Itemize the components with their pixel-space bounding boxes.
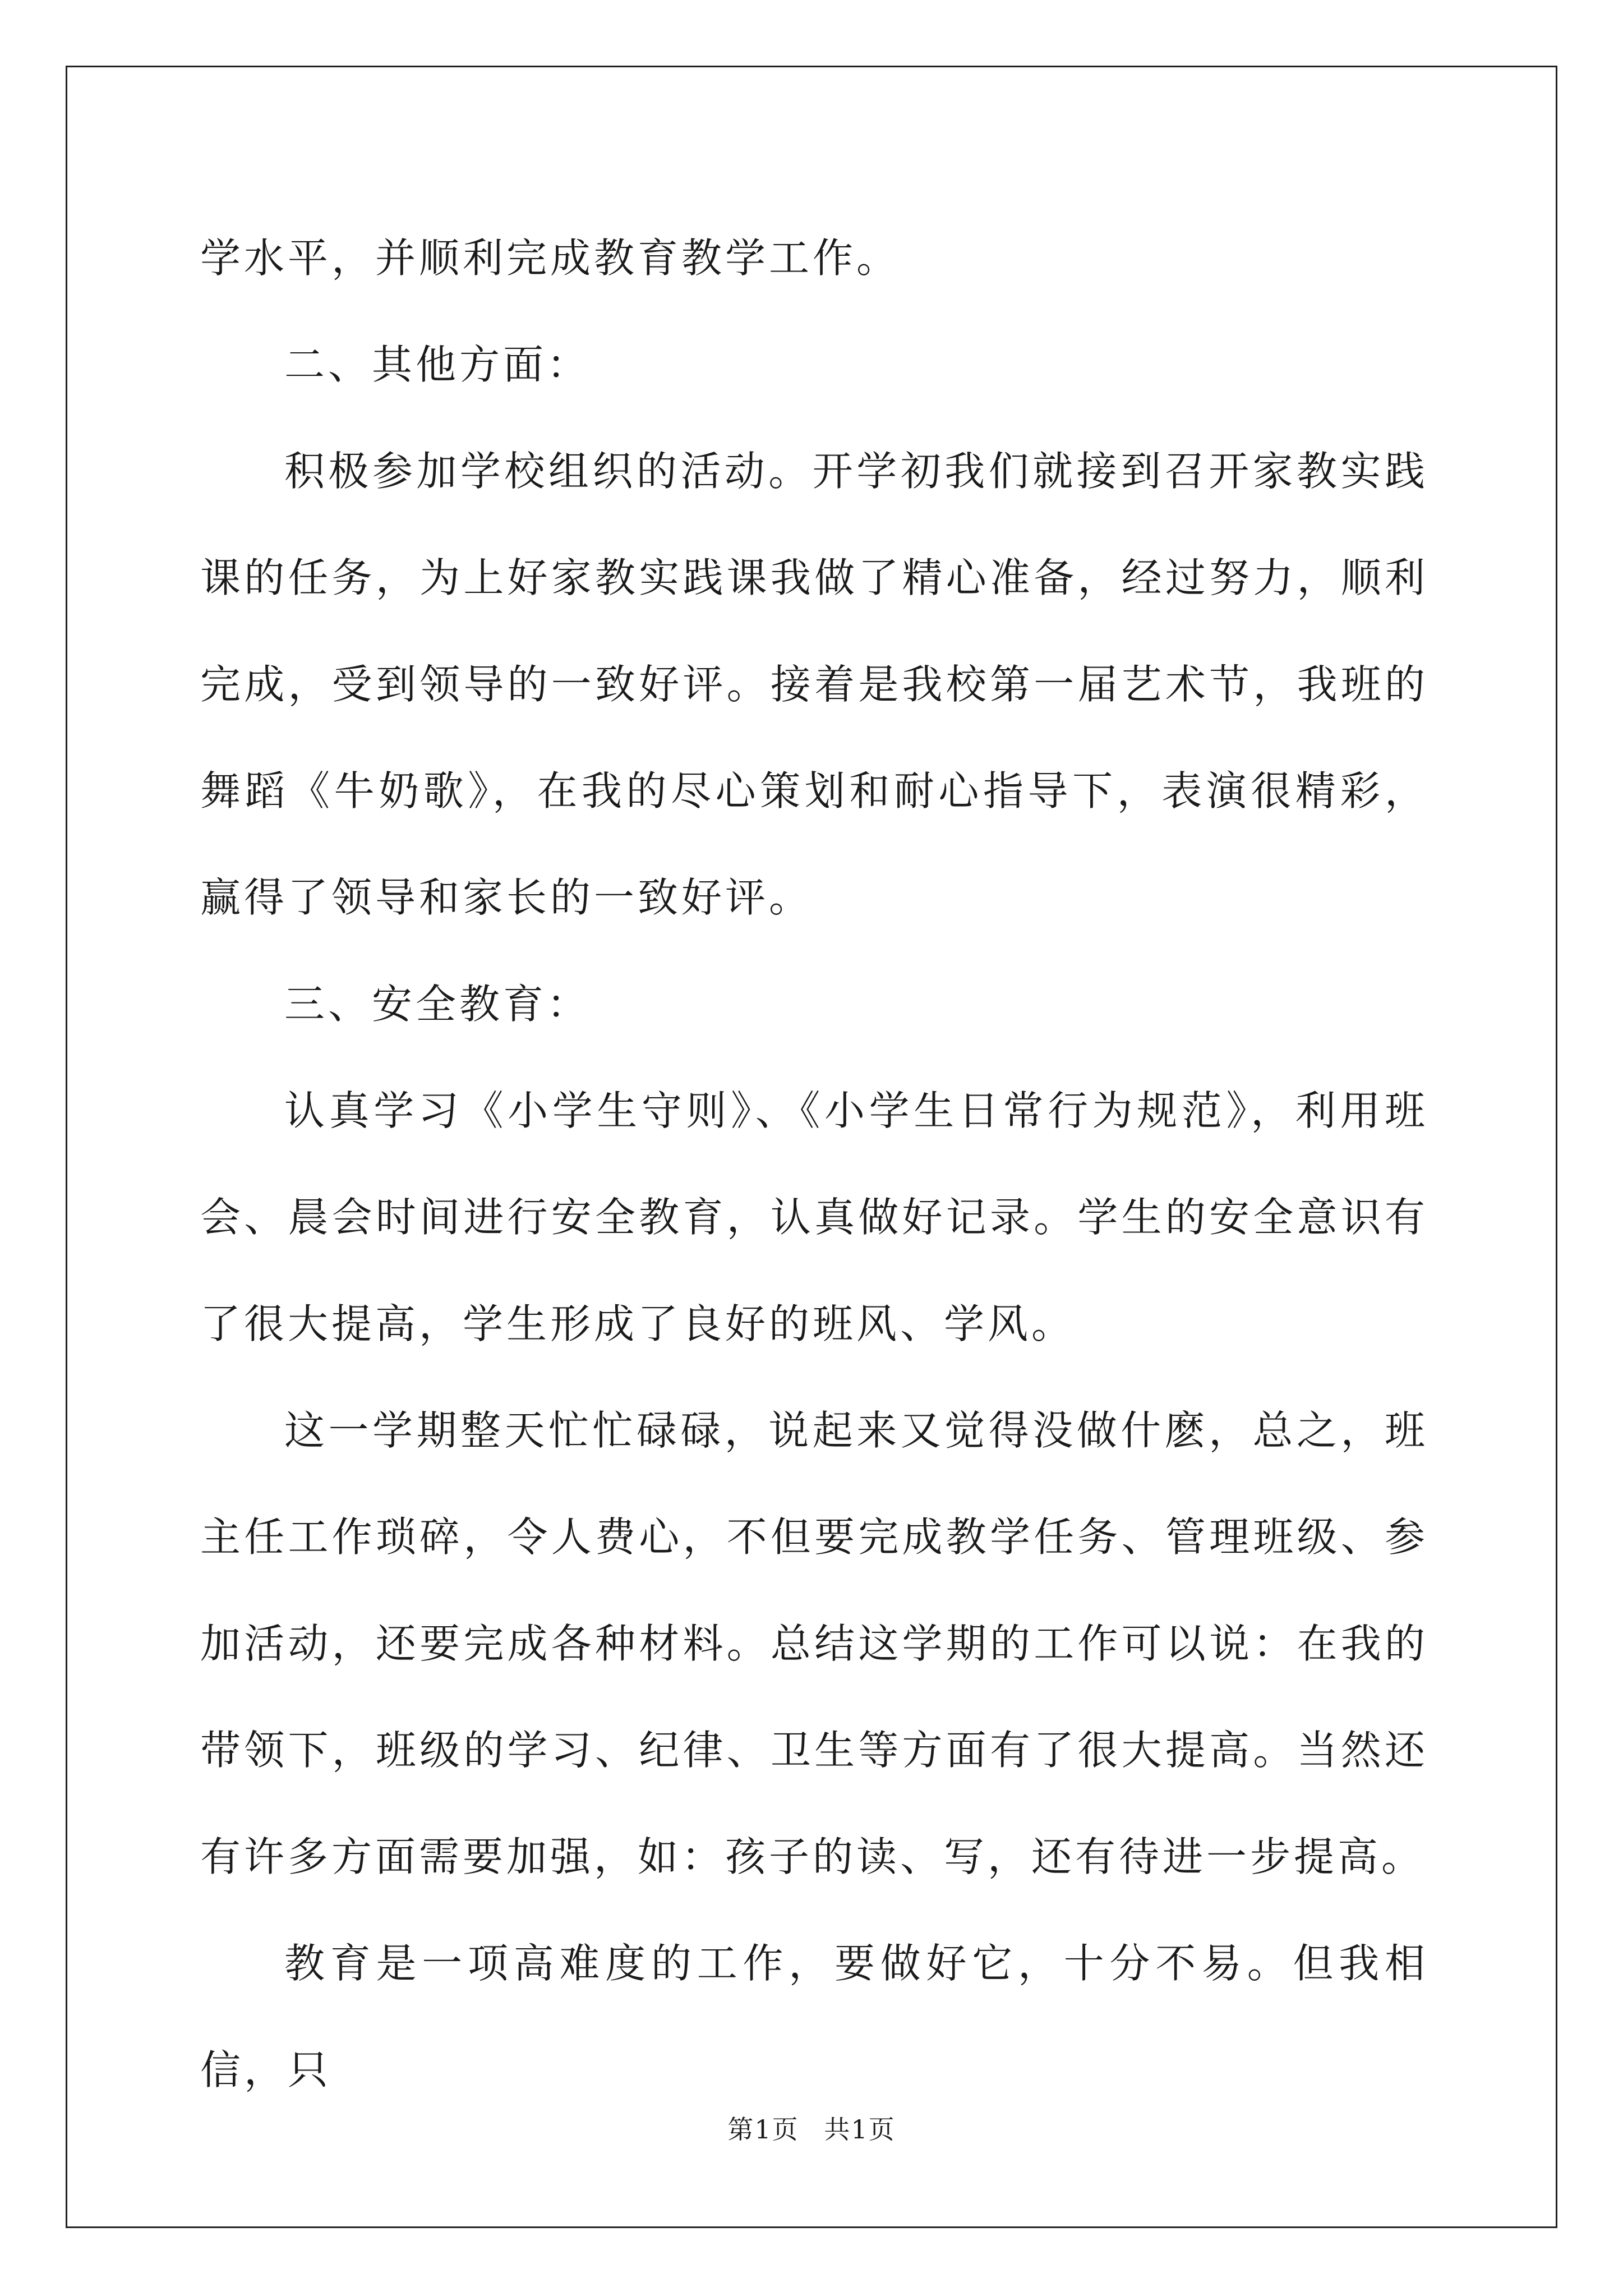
document-body	[200, 205, 1428, 2123]
paragraph-summary: 这一学期整天忙忙碌碌，说起来又觉得没做什麽，总之，班主任工作琐碎，令人费心，不但要完成教学任务、管理班级、参加活动，还要完成各种材料。总结这学期的工作可以说：在我的带领下，班级的学习、纪律、卫生等方面有了很大提高。当然还有许多方面需要加强，如：孩子的读、写，还有待进一步提高。	[200, 1407, 1428, 1880]
paragraph-safety: 认真学习《小学生守则》、《小学生日常行为规范》，利用班会、晨会时间进行安全教育，认真做好记录。学生的安全意识有了很大提高，学生形成了良好的班风、学风。	[200, 1087, 1428, 1347]
page-number: 第1页	[727, 2114, 799, 2145]
paragraph-conclusion: 教育是一项高难度的工作，要做好它，十分不易。但我相信，只	[200, 1940, 1428, 2093]
page-total: 共1页	[824, 2114, 896, 2145]
section-heading-safety: 三、安全教育：	[284, 981, 591, 1028]
page-footer	[0, 2109, 1623, 2146]
section-heading-other: 二、其他方面：	[284, 341, 591, 388]
paragraph-continuation: 学水平，并顺利完成教育教学工作。	[200, 234, 901, 282]
paragraph-activities: 积极参加学校组织的活动。开学初我们就接到召开家教实践课的任务，为上好家教实践课我做了精心准备，经过努力，顺利完成，受到领导的一致好评。接着是我校第一届艺术节，我班的舞蹈《牛奶歌》，在我的尽心策划和耐心指导下，表演很精彩，赢得了领导和家长的一致好评。	[200, 448, 1428, 921]
